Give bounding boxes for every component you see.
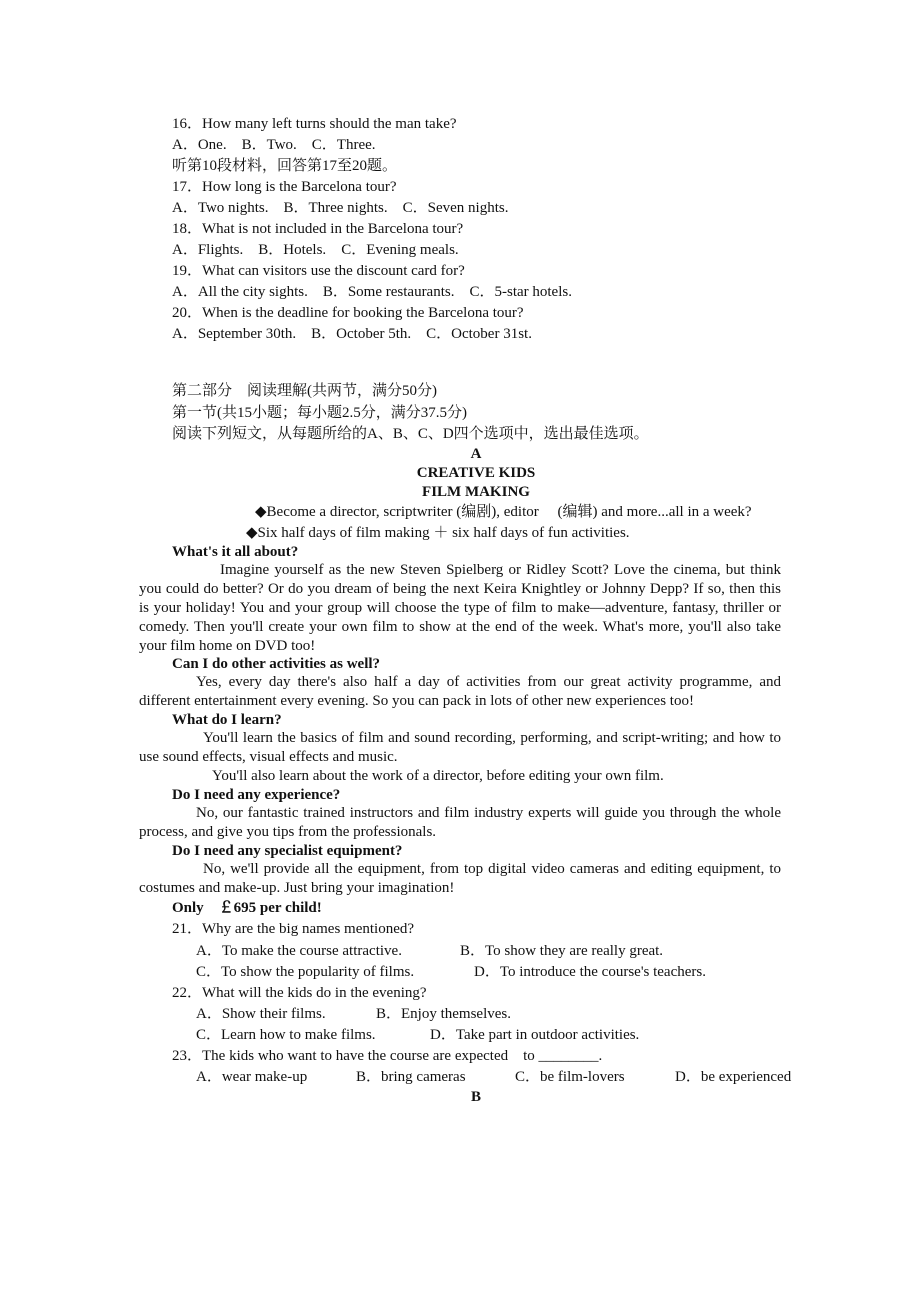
option-b: B．Hotels. xyxy=(258,242,327,258)
passage-a-title: CREATIVE KIDS xyxy=(416,465,536,481)
option-23-c: C．be film-lovers xyxy=(515,1069,625,1085)
option-a: A．Flights. xyxy=(172,242,244,258)
passage-b-letter: B xyxy=(470,1089,481,1105)
reading-instruction: 阅读下列短文，从每题所给的A、B、C、D四个选项中，选出最佳选项。 xyxy=(172,426,649,442)
heading-experience: Do I need any experience? xyxy=(172,787,341,803)
question-18: 18．What is not included in the Barcelona tour? xyxy=(172,221,464,237)
option-22-c: C．Learn how to make films. xyxy=(196,1027,376,1043)
price-line: Only ￡695 per child! xyxy=(172,900,322,916)
question-17: 17．How long is the Barcelona tour? xyxy=(172,179,397,195)
bullet-2: ◆Six half days of film making ＋ six half days of fun activities. xyxy=(246,525,630,541)
question-19-options xyxy=(172,282,572,302)
option-21-c: C．To show the popularity of films. xyxy=(196,964,415,980)
option-22-a: A．Show their films. xyxy=(196,1006,326,1022)
option-23-b: B．bring cameras xyxy=(356,1069,466,1085)
option-b: B．Two. xyxy=(241,137,297,153)
option-23-a: A．wear make-up xyxy=(196,1069,308,1085)
option-c: C．5-star hotels. xyxy=(469,284,572,300)
paragraph-activities: Yes, every day there's also half a day of activities from our great activity programme, and different entertainment every evening. So you can pack in lots of other new experiences too! xyxy=(139,674,781,709)
question-21: 21．Why are the big names mentioned? xyxy=(172,921,415,937)
passage-a-subtitle: FILM MAKING xyxy=(422,484,530,500)
option-22-b: B．Enjoy themselves. xyxy=(376,1006,511,1022)
option-b: B．October 5th. xyxy=(311,326,412,342)
question-17-options xyxy=(172,198,508,218)
section1-heading: 第一节(共15小题；每小题2.5分，满分37.5分) xyxy=(172,405,467,421)
paragraph-experience: No, our fantastic trained instructors and film industry experts will guide you through the whole process, and give you tips from the professionals. xyxy=(139,805,781,840)
paragraph-learn-2: You'll also learn about the work of a director, before editing your own film. xyxy=(212,768,664,784)
option-21-d: D．To introduce the course's teachers. xyxy=(474,964,706,980)
option-b: B．Three nights. xyxy=(283,200,388,216)
option-21-b: B．To show they are really great. xyxy=(460,943,664,959)
option-b: B．Some restaurants. xyxy=(322,284,455,300)
option-a: A．All the city sights. xyxy=(172,284,308,300)
question-20: 20．When is the deadline for booking the Barcelona tour? xyxy=(172,305,524,321)
question-16-options xyxy=(172,135,376,155)
passage-a-letter: A xyxy=(470,446,482,462)
heading-equipment: Do I need any specialist equipment? xyxy=(172,843,403,859)
option-21-a: A．To make the course attractive. xyxy=(196,943,402,959)
question-23: 23．The kids who want to have the course are expected to ________. xyxy=(172,1048,603,1064)
paragraph-learn: You'll learn the basics of film and sound recording, performing, and script-writing; and how to use sound effects, visual effects and music. xyxy=(139,730,781,765)
listening-note: 听第10段材料，回答第17至20题。 xyxy=(172,158,398,174)
option-a: A．One. xyxy=(172,137,227,153)
paragraph-equipment: No, we'll provide all the equipment, from top digital video cameras and editing equipment, to costumes and make-up. Just bring your imagination! xyxy=(139,861,781,896)
heading-activities: Can I do other activities as well? xyxy=(172,656,381,672)
question-19: 19．What can visitors use the discount card for? xyxy=(172,263,465,279)
option-c: C．Three. xyxy=(311,137,376,153)
option-c: C．October 31st. xyxy=(426,326,532,342)
option-23-d: D．be experienced xyxy=(675,1069,792,1085)
question-22: 22．What will the kids do in the evening? xyxy=(172,985,427,1001)
option-a: A．September 30th. xyxy=(172,326,297,342)
option-a: A．Two nights. xyxy=(172,200,269,216)
question-18-options xyxy=(172,240,459,260)
question-16: 16．How many left turns should the man take? xyxy=(172,116,457,132)
option-c: C．Seven nights. xyxy=(402,200,509,216)
heading-about: What's it all about? xyxy=(172,544,299,560)
question-20-options xyxy=(172,324,532,344)
paragraph-about: Imagine yourself as the new Steven Spielberg or Ridley Scott? Love the cinema, but think you could do better? Or do you dream of being the next Keira Knightley or Johnny Depp? If so, then this is your holiday! You and your group will choose the type of film to make—adventure, fantasy, thriller or comedy. Then you'll create your own film to show at the end of the week. What's more, you'll also take your film home on DVD too! xyxy=(139,562,781,654)
option-c: C．Evening meals. xyxy=(341,242,459,258)
part2-heading: 第二部分 阅读理解(共两节，满分50分) xyxy=(172,383,437,399)
bullet-1: ◆Become a director, scriptwriter (编剧), editor (编辑) and more...all in a week? xyxy=(255,504,752,520)
option-22-d: D．Take part in outdoor activities. xyxy=(430,1027,640,1043)
heading-learn: What do I learn? xyxy=(172,712,282,728)
